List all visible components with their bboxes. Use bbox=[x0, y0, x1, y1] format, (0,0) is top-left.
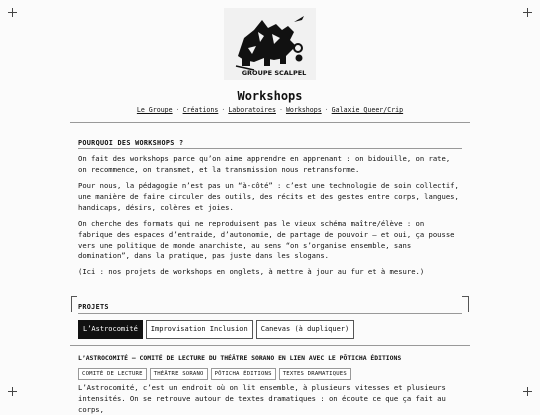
main-nav bbox=[0, 106, 540, 116]
project-heading: L’ASTROCOMITÉ — COMITÉ DE LECTURE DU THÉÂTRE SORANO EN LIEN AVEC LE PÔTICHA ÉDITIONS bbox=[78, 354, 402, 362]
header-divider bbox=[70, 122, 470, 123]
nav-separator: · bbox=[278, 106, 283, 114]
group-logo[interactable] bbox=[224, 8, 316, 80]
nav-link-laboratoires[interactable]: Laboratoires bbox=[228, 106, 276, 114]
logo-illustration bbox=[224, 8, 316, 80]
projects-heading-rule bbox=[78, 313, 462, 314]
tab-improvisation-inclusion[interactable]: Improvisation Inclusion bbox=[146, 320, 253, 339]
frame-edge-left bbox=[71, 296, 72, 312]
why-heading: POURQUOI DES WORKSHOPS ? bbox=[78, 139, 184, 147]
tab-astrocomite[interactable]: L’Astrocomité bbox=[78, 320, 143, 339]
why-paragraph-2: Pour nous, la pédagogie n’est pas un “à-côté” : c’est une technologie de soin collectif, une manière de faire circuler des outils, des récits et des gestes entre corps, langues, handicaps, désirs, colères et joies. bbox=[78, 181, 459, 212]
nav-link-le-groupe[interactable]: Le Groupe bbox=[136, 106, 173, 114]
logo-wordmark: GROUPE SCALPEL bbox=[241, 69, 307, 77]
why-paragraph-1: On fait des workshops parce qu’on aime apprendre en apprenant : on bidouille, on rate, on recommence, on transmet, et la transmission nous retransforme. bbox=[78, 154, 451, 174]
project-body: L’Astrocomité, c’est un endroit où on lit ensemble, à plusieurs vitesses et plusieurs intensités. On se retrouve autour de textes dramatiques : on écoute ce que ça fait au corps, bbox=[78, 383, 446, 414]
crop-mark-top-left bbox=[8, 8, 17, 17]
projects-heading: PROJETS bbox=[78, 303, 109, 311]
crop-mark-top-right bbox=[523, 8, 532, 17]
nav-link-creations[interactable]: Créations bbox=[182, 106, 219, 114]
tag-theatre-sorano: THÉÂTRE SORANO bbox=[150, 368, 208, 380]
frame-edge-right bbox=[468, 296, 469, 312]
nav-separator: · bbox=[324, 106, 329, 114]
page-title: Workshops bbox=[237, 89, 303, 103]
why-note: (Ici : nos projets de workshops en onglets, à mettre à jour au fur et à mesure.) bbox=[78, 267, 425, 276]
nav-link-workshops[interactable]: Workshops bbox=[285, 106, 322, 114]
crop-mark-bottom-right bbox=[523, 387, 532, 396]
crop-mark-bottom-left bbox=[8, 387, 17, 396]
why-heading-rule bbox=[78, 148, 462, 149]
nav-separator: · bbox=[175, 106, 180, 114]
tag-comite-de-lecture: COMITÉ DE LECTURE bbox=[78, 368, 147, 380]
project-tabs bbox=[78, 320, 354, 339]
tab-canevas[interactable]: Canevas (à dupliquer) bbox=[256, 320, 355, 339]
nav-separator: · bbox=[221, 106, 226, 114]
tag-poticha-editions: PÔTICHA ÉDITIONS bbox=[211, 368, 276, 380]
why-paragraph-3: On cherche des formats qui ne reproduisent pas le vieux schéma maître/élève : on fabrique des espaces d’entraide, d’autonomie, de partage de pouvoir — et oui, ça pousse vers une politique de monde anarchiste, au sens “on s’organise ensemble, sans domination”, dans la pratique, pas juste dans les slogans. bbox=[78, 219, 455, 261]
nav-link-galaxie-queer-crip[interactable]: Galaxie Queer/Crip bbox=[331, 106, 404, 114]
tabs-divider bbox=[70, 345, 470, 346]
project-tags bbox=[78, 368, 351, 380]
tag-textes-dramatiques: TEXTES DRAMATIQUES bbox=[279, 368, 351, 380]
